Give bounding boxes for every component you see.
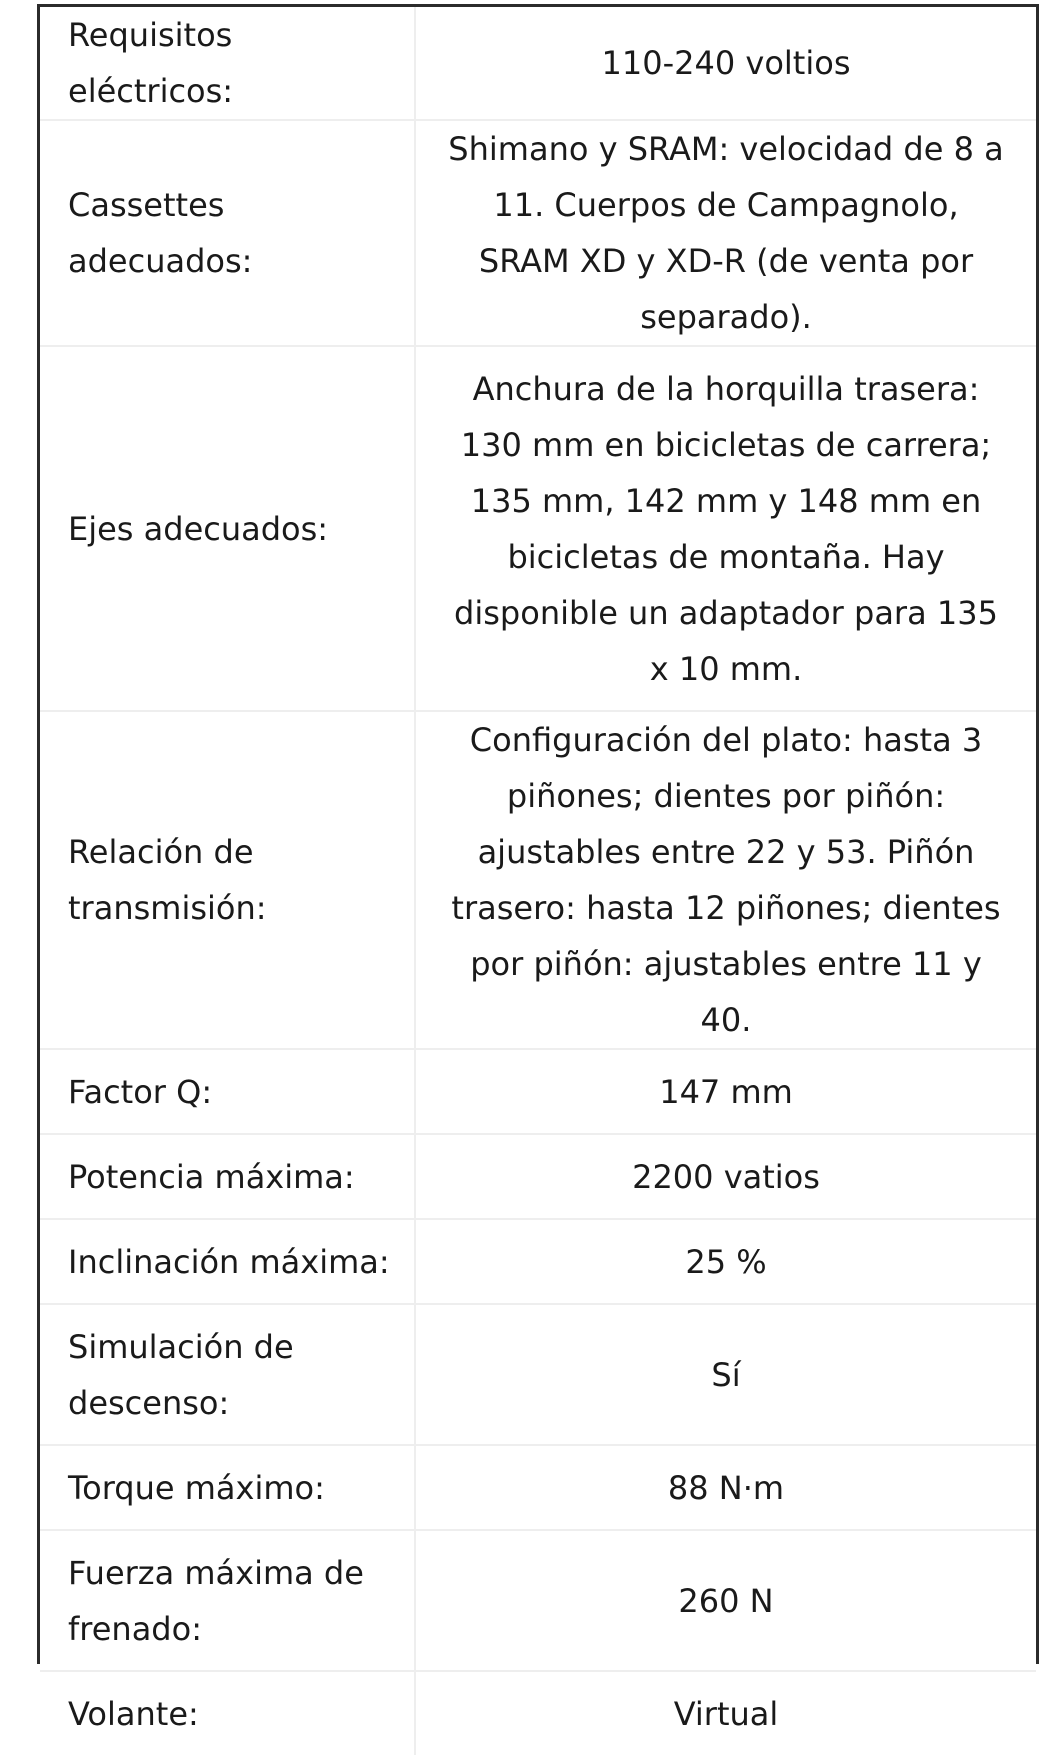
spec-value: Sí [415, 1304, 1036, 1445]
spec-value: 110-240 voltios [601, 44, 851, 82]
table-row [40, 120, 1036, 346]
table-row [40, 1049, 1036, 1134]
spec-label: Factor Q: [40, 1049, 415, 1134]
spec-label: Inclinación máxima: [40, 1219, 415, 1304]
table-row [40, 346, 1036, 711]
spec-label: Requisitos eléctricos: [40, 7, 415, 120]
spec-label: Potencia máxima: [40, 1134, 415, 1219]
table-row [40, 1219, 1036, 1304]
table-row [40, 1530, 1036, 1671]
table-row [40, 711, 1036, 1049]
spec-value: 147 mm [415, 1049, 1036, 1134]
spec-label: Torque máximo: [40, 1445, 415, 1530]
spec-label: Simulación de descenso: [40, 1304, 415, 1445]
spec-value: 25 % [415, 1219, 1036, 1304]
spec-label: Cassettes adecuados: [40, 120, 415, 346]
spec-value: Configuración del plato: hasta 3 piñones; dientes por piñón: ajustables entre 22 y 53. Piñón trasero: hasta 12 piñones; dientes por piñón: ajustables entre 11 y 40. [415, 711, 1036, 1049]
table-row [40, 7, 1036, 120]
table-row [40, 1134, 1036, 1219]
table-row [40, 1445, 1036, 1530]
spec-value: 88 N·m [415, 1445, 1036, 1530]
spec-value: 260 N [415, 1530, 1036, 1671]
spec-label: Fuerza máxima de frenado: [40, 1530, 415, 1671]
spec-label: Volante: [40, 1671, 415, 1755]
table-row [40, 1304, 1036, 1445]
specs-table [40, 7, 1036, 1755]
spec-label: Ejes adecuados: [40, 346, 415, 711]
specs-table-frame [37, 4, 1039, 1733]
table-row [40, 1671, 1036, 1755]
spec-value: Virtual [415, 1671, 1036, 1755]
spec-value: Anchura de la horquilla trasera: 130 mm en bicicletas de carrera; 135 mm, 142 mm y 148 mm en bicicletas de montaña. Hay disponible un adaptador para 135 x 10 mm. [415, 346, 1036, 711]
spec-value: 2200 vatios [415, 1134, 1036, 1219]
spec-label: Relación de transmisión: [40, 711, 415, 1049]
spec-value: Shimano y SRAM: velocidad de 8 a 11. Cuerpos de Campagnolo, SRAM XD y XD-R (de venta por separado). [415, 120, 1036, 346]
